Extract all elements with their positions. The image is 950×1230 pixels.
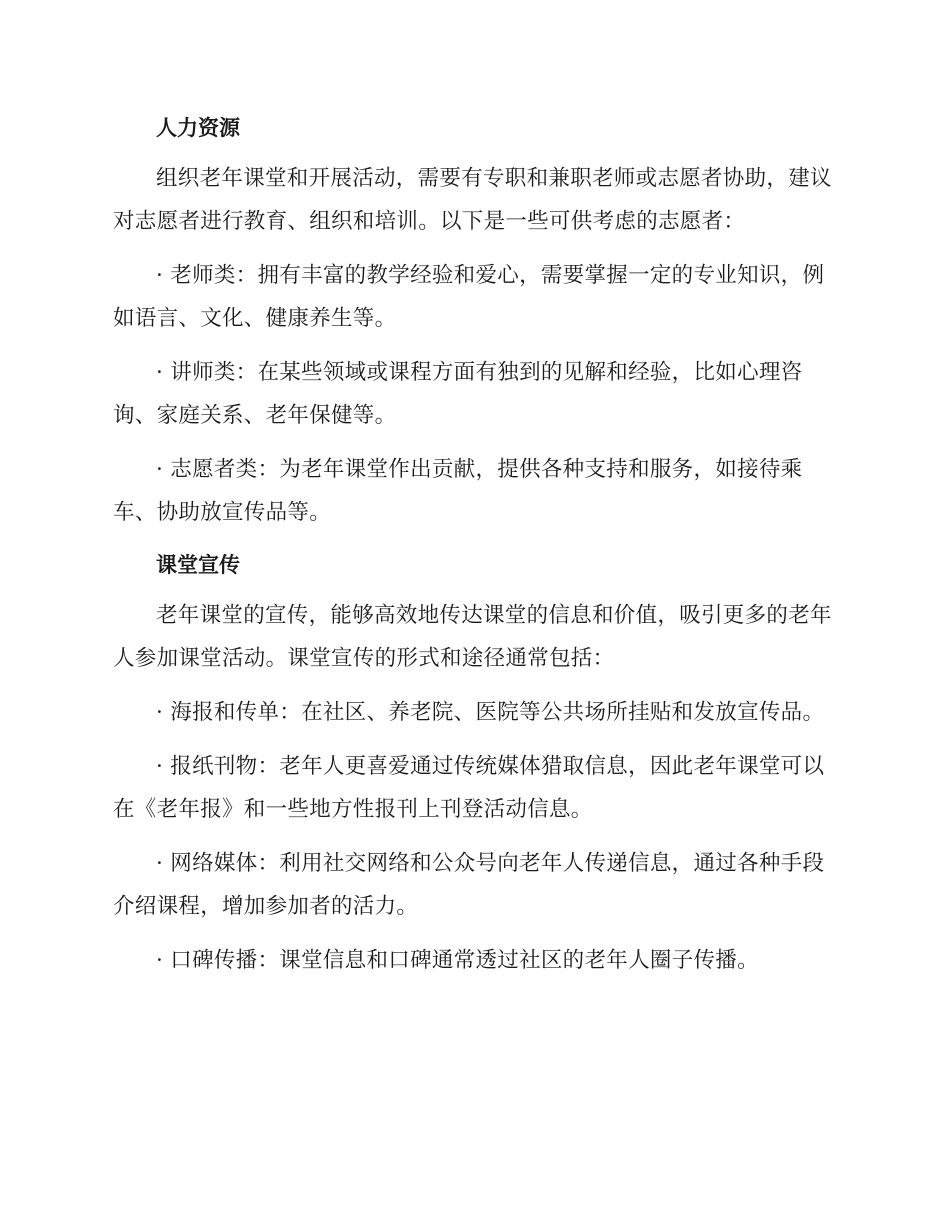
section-heading-hr: 人力资源 [156, 116, 240, 140]
bullet-online-media: · 网络媒体：利用社交网络和公众号向老年人传递信息，通过各种手段介绍课程，增加参加者的活力。 [113, 851, 825, 919]
bullet-volunteers: · 志愿者类：为老年课堂作出贡献，提供各种支持和服务，如接待乘车、协助放宣传品等。 [113, 457, 803, 525]
bullet-posters: · 海报和传单：在社区、养老院、医院等公共场所挂贴和发放宣传品。 [156, 700, 825, 725]
document-body [113, 108, 833, 993]
bullet-lecturers: · 讲师类：在某些领域或课程方面有独到的见解和经验，比如心理咨询、家庭关系、老年保健等。 [113, 360, 803, 428]
section-intro-hr: 组织老年课堂和开展活动，需要有专职和兼职老师或志愿者协助，建议对志愿者进行教育、组织和培训。以下是一些可供考虑的志愿者： [113, 166, 832, 234]
bullet-newspapers: · 报纸刊物：老年人更喜爱通过传统媒体猎取信息，因此老年课堂可以在《老年报》和一些地方性报刊上刊登活动信息。 [113, 754, 825, 822]
bullet-teachers: · 老师类：拥有丰富的教学经验和爱心，需要掌握一定的专业知识，例如语言、文化、健康养生等。 [113, 263, 825, 331]
section-intro-promotion: 老年课堂的宣传，能够高效地传达课堂的信息和价值，吸引更多的老年人参加课堂活动。课堂宣传的形式和途径通常包括： [113, 603, 832, 671]
section-heading-promotion: 课堂宣传 [156, 553, 240, 577]
bullet-word-of-mouth: · 口碑传播：课堂信息和口碑通常透过社区的老年人圈子传播。 [156, 948, 759, 973]
